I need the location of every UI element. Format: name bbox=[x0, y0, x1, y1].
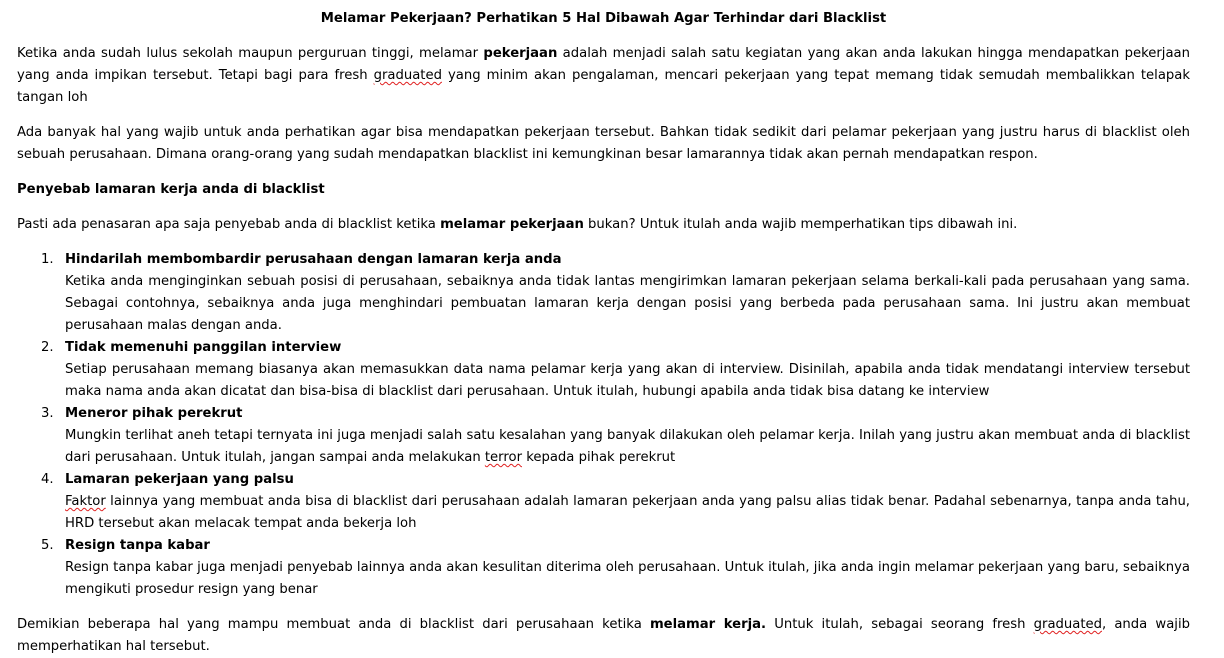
misspelled-word[interactable]: terror bbox=[484, 450, 522, 465]
text-run: Pasti ada penasaran apa saja penyebab anda di blacklist ketika bbox=[17, 217, 441, 232]
text-run: yang minim akan pengalaman, mencari pekerjaan yang tepat memang tidak semudah membalikkan telapak tangan loh bbox=[17, 68, 1190, 105]
text-run: kepada pihak perekrut bbox=[522, 450, 676, 465]
list-item bbox=[17, 337, 1190, 403]
lead-paragraph bbox=[17, 214, 1190, 236]
tips-list bbox=[17, 249, 1190, 601]
section-heading: Penyebab lamaran kerja anda di blacklist bbox=[17, 182, 325, 197]
list-number: 3. bbox=[41, 406, 54, 421]
text-run: Ketika anda sudah lulus sekolah maupun perguruan tinggi, melamar bbox=[17, 46, 484, 61]
list-item bbox=[17, 535, 1190, 601]
list-item bbox=[17, 403, 1190, 469]
closing-paragraph bbox=[17, 614, 1190, 658]
list-number: 5. bbox=[41, 538, 54, 553]
misspelled-word[interactable]: graduated bbox=[1033, 617, 1102, 632]
intro-paragraph-2: Ada banyak hal yang wajib untuk anda perhatikan agar bisa mendapatkan pekerjaan tersebut. Bahkan tidak sedikit dari pelamar pekerjaan yang justru harus di blacklist oleh sebuah perusahaan. Dimana orang-orang yang sudah mendapatkan blacklist ini kemungkinan besar lamarannya tidak akan pernah mendapatkan respon. bbox=[17, 125, 1190, 162]
list-item-body: Setiap perusahaan memang biasanya akan memasukkan data nama pelamar kerja yang akan di interview. Disinilah, apabila anda tidak mendatangi interview tersebut maka nama anda akan dicatat dan bisa-bisa di blacklist dari perusahaan. Untuk itulah, hubungi apabila anda tidak bisa datang ke interview bbox=[65, 362, 1190, 399]
list-item-title: Resign tanpa kabar bbox=[65, 538, 210, 553]
list-item-body: Resign tanpa kabar juga menjadi penyebab lainnya anda akan kesulitan diterima oleh perusahaan. Untuk itulah, jika anda ingin melamar pekerjaan yang baru, sebaiknya mengikuti prosedur resign yang benar bbox=[65, 560, 1190, 597]
list-item bbox=[17, 249, 1190, 337]
document-title: Melamar Pekerjaan? Perhatikan 5 Hal Dibawah Agar Terhindar dari Blacklist bbox=[320, 11, 887, 26]
list-item-body: Ketika anda menginginkan sebuah posisi di perusahaan, sebaiknya anda tidak lantas mengirimkan lamaran pekerjaan selama berkali-kali pada perusahaan yang sama. Sebagai contohnya, sebaiknya anda juga menghindari pembuatan lamaran kerja dengan posisi yang berbeda pada perusahaan sama. Ini justru akan membuat perusahaan malas dengan anda. bbox=[65, 274, 1190, 333]
list-item-title: Hindarilah membombardir perusahaan dengan lamaran kerja anda bbox=[65, 252, 562, 267]
text-run: bukan? Untuk itulah anda wajib memperhatikan tips dibawah ini. bbox=[583, 217, 1018, 232]
text-run: Mungkin terlihat aneh tetapi ternyata ini juga menjadi salah satu kesalahan yang banyak dilakukan oleh pelamar kerja. Inilah yang justru akan membuat anda di blacklist dari perusahaan. Untuk itulah, jangan sampai anda melakukan bbox=[65, 428, 1190, 465]
text-run: adalah menjadi salah satu kegiatan yang akan anda lakukan hingga mendapatkan pekerjaan yang anda impikan tersebut. Tetapi bagi para fresh bbox=[17, 46, 1190, 83]
bold-keyword: melamar pekerjaan bbox=[440, 217, 584, 232]
list-item-title: Lamaran pekerjaan yang palsu bbox=[65, 472, 294, 487]
list-item-title: Meneror pihak perekrut bbox=[65, 406, 243, 421]
text-run: Demikian beberapa hal yang mampu membuat anda di blacklist dari perusahaan ketika bbox=[17, 617, 650, 632]
list-item bbox=[17, 469, 1190, 535]
text-run: , anda wajib memperhatikan hal tersebut. bbox=[17, 617, 1190, 654]
bold-keyword: pekerjaan bbox=[483, 46, 558, 61]
text-run: lainnya yang membuat anda bisa di blacklist dari perusahaan adalah lamaran pekerjaan anda yang palsu alias tidak benar. Padahal sebenarnya, tanpa anda tahu, HRD tersebut akan melacak tempat anda bekerja loh bbox=[65, 494, 1190, 531]
bold-keyword: melamar kerja. bbox=[649, 617, 767, 632]
intro-paragraph-1 bbox=[17, 43, 1190, 109]
misspelled-word[interactable]: graduated bbox=[373, 68, 442, 83]
misspelled-word[interactable]: Faktor bbox=[65, 494, 106, 509]
list-number: 1. bbox=[41, 252, 54, 267]
text-run: Untuk itulah, sebagai seorang fresh bbox=[766, 617, 1034, 632]
list-number: 4. bbox=[41, 472, 54, 487]
list-number: 2. bbox=[41, 340, 54, 355]
list-item-title: Tidak memenuhi panggilan interview bbox=[65, 340, 342, 355]
list-item-body bbox=[65, 425, 1190, 469]
list-item-body bbox=[65, 491, 1190, 535]
